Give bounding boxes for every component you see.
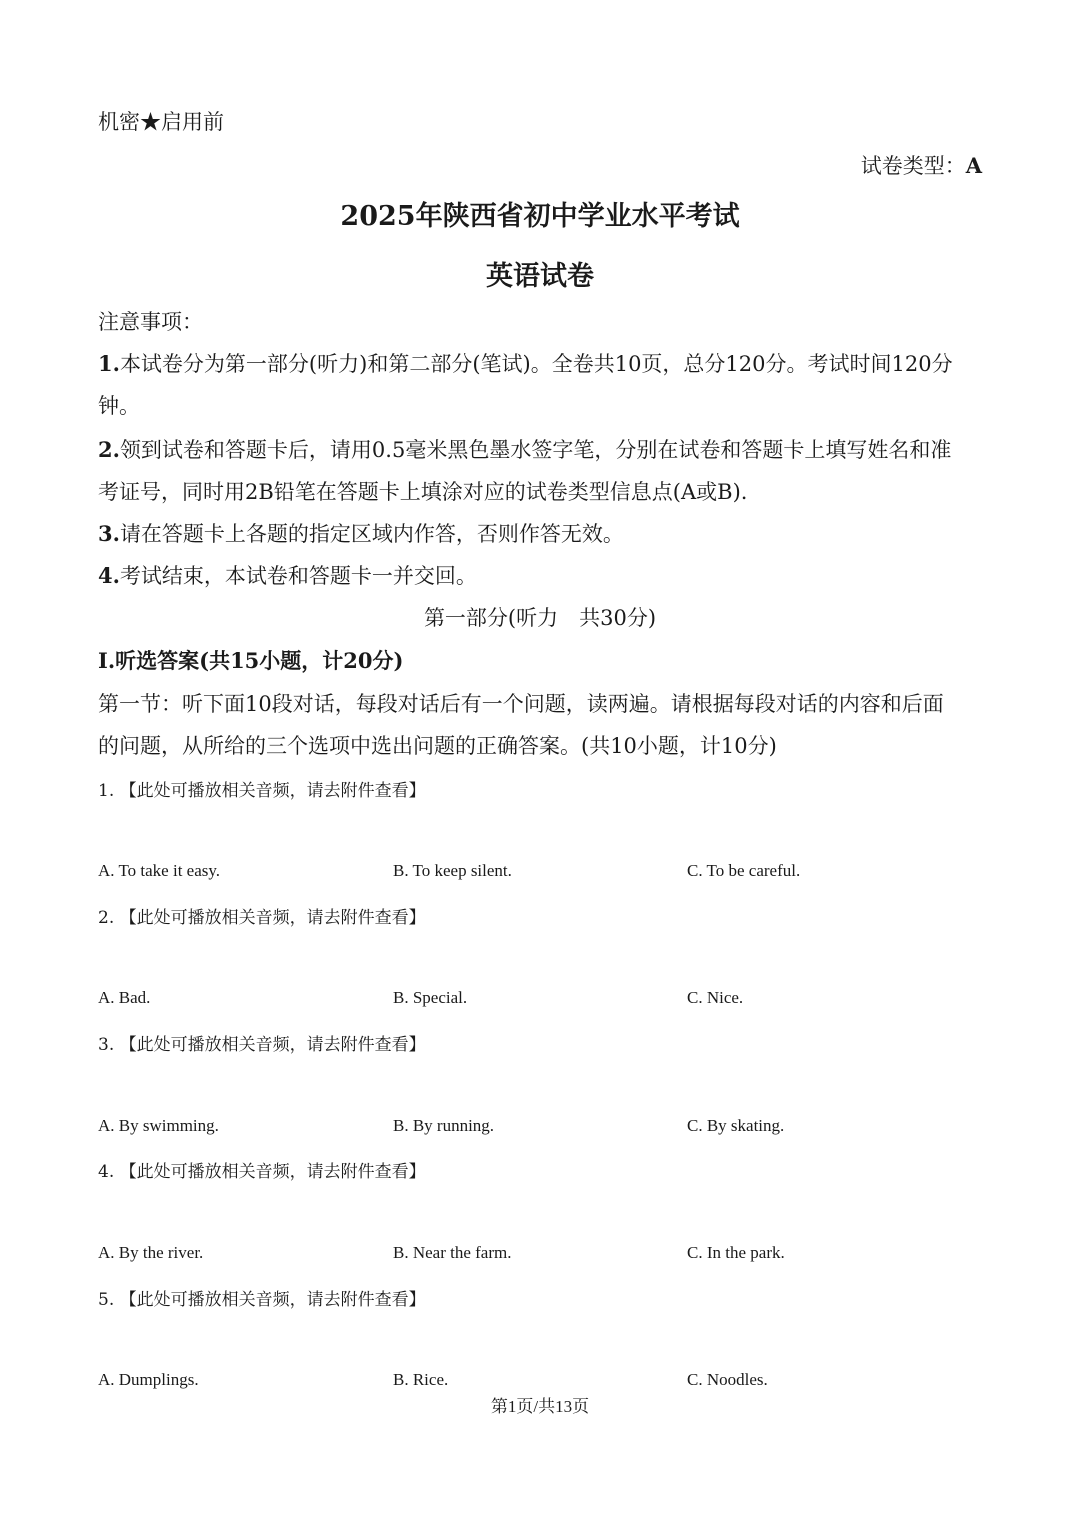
note-item-2-cont: 考证号，同时用2B铅笔在答题卡上填涂对应的试卷类型信息点(A或B). [98,480,748,504]
q3-option-c: C. By skating. [687,1116,785,1135]
page-footer: 第1页/共13页 [490,1397,590,1416]
part-heading: 第一部分(听力 共30分) [423,606,657,630]
question-number: 2. [98,908,115,928]
question-4[interactable] [98,1157,426,1182]
audio-placeholder[interactable]: 【此处可播放相关音频，请去附件查看】 [119,1290,426,1310]
q1-option-c: C. To be careful. [687,861,801,880]
note-item-2 [98,434,951,464]
note-item-3 [98,518,624,548]
q4-option-a: A. By the river. [98,1243,204,1262]
question-number: 4. [98,1162,115,1182]
audio-placeholder[interactable]: 【此处可播放相关音频，请去附件查看】 [119,1162,426,1182]
confidential-mark: 机密★启用前 [98,110,224,134]
audio-placeholder[interactable]: 【此处可播放相关音频，请去附件查看】 [119,1035,426,1055]
note-text: 领到试卷和答题卡后，请用0.5毫米黑色墨水签字笔，分别在试卷和答题卡上填写姓名和准 [119,438,952,462]
q4-option-b: B. Near the farm. [393,1243,512,1262]
q2-option-a: A. Bad. [98,988,151,1007]
paper-type-label: 试卷类型： [860,154,966,178]
note-text: 考试结束，本试卷和答题卡一并交回。 [119,564,477,588]
q1-option-a: A. To take it easy. [98,861,221,880]
paper-type [861,150,982,180]
note-text: 请在答题卡上各题的指定区域内作答，否则作答无效。 [119,522,624,546]
exam-title: 2025年陕西省初中学业水平考试 [340,201,740,232]
section-instruction: 第一节：听下面10段对话，每段对话后有一个问题，读两遍。请根据每段对话的内容和后面 [98,692,944,716]
question-number: 1. [98,781,115,801]
question-3[interactable] [98,1030,426,1055]
question-2[interactable] [98,903,426,928]
question-1[interactable] [98,776,426,801]
q4-option-c: C. In the park. [687,1243,785,1262]
section-instruction-cont: 的问题，从所给的三个选项中选出问题的正确答案。(共10小题，计10分) [98,734,777,758]
q3-option-b: B. By running. [393,1116,495,1135]
note-text: 本试卷分为第一部分(听力)和第二部分(笔试)。全卷共10页，总分120分。考试时间120分 [119,352,953,376]
question-number: 5. [98,1290,115,1310]
note-item-1 [98,348,953,378]
paper-type-value: A [965,153,982,178]
section-title: I.听选答案(共15小题，计20分) [98,648,404,673]
q5-option-b: B. Rice. [393,1370,449,1389]
q2-option-c: C. Nice. [687,988,744,1007]
note-item-1-cont: 钟。 [98,394,140,418]
audio-placeholder[interactable]: 【此处可播放相关音频，请去附件查看】 [119,781,426,801]
note-item-4 [98,560,477,590]
question-5[interactable] [98,1285,426,1310]
note-number: 3. [98,521,120,546]
note-number: 4. [98,563,120,588]
audio-placeholder[interactable]: 【此处可播放相关音频，请去附件查看】 [119,908,426,928]
q5-option-a: A. Dumplings. [98,1370,199,1389]
q2-option-b: B. Special. [393,988,468,1007]
q1-option-b: B. To keep silent. [393,861,512,880]
q5-option-c: C. Noodles. [687,1370,768,1389]
notes-heading: 注意事项： [98,310,203,334]
question-number: 3. [98,1035,115,1055]
exam-subtitle: 英语试卷 [486,261,594,292]
note-number: 1. [98,351,120,376]
q3-option-a: A. By swimming. [98,1116,219,1135]
note-number: 2. [98,437,120,462]
